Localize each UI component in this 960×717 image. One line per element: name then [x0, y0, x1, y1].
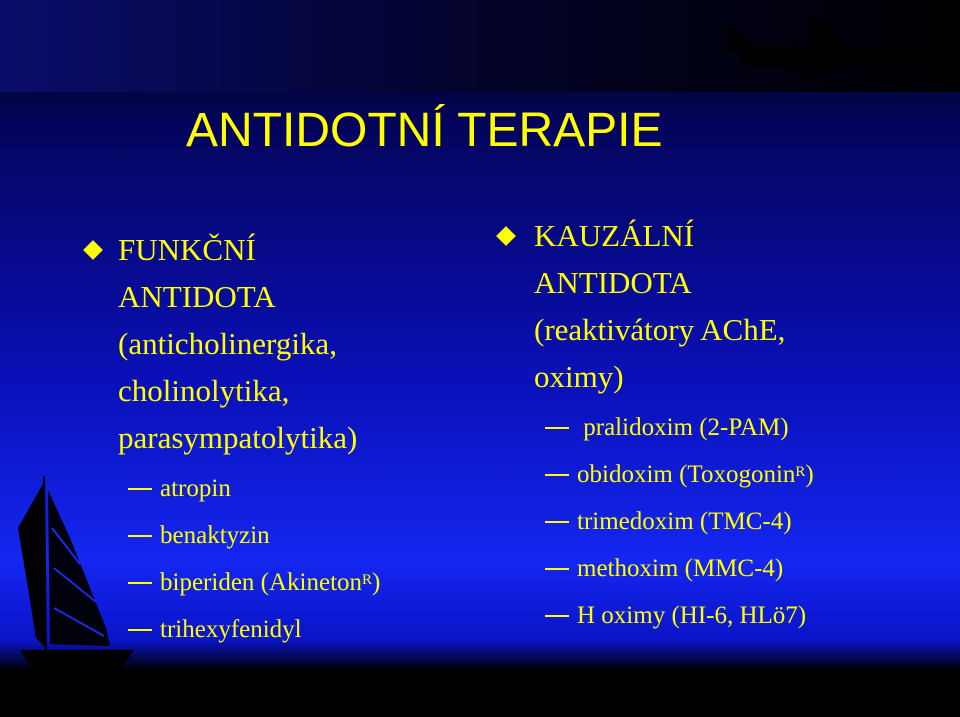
left-item-list — [82, 465, 472, 653]
list-item: pralidoxim (2-PAM) — [495, 404, 945, 451]
right-item-list — [495, 404, 945, 639]
list-item: biperiden (Akineton$^R$) — [82, 559, 472, 606]
list-item: benaktyzin — [82, 512, 472, 559]
list-item: obidoxim (Toxogonin$^R$) — [495, 451, 945, 498]
diamond-bullet-icon — [83, 240, 103, 260]
list-item: trihexyfenidyl — [82, 606, 472, 653]
list-item: atropin — [82, 465, 472, 512]
dash-bullet-icon — [545, 521, 569, 523]
right-heading-line-2: ANTIDOTA — [534, 265, 692, 300]
dash-bullet-icon — [545, 615, 569, 617]
slide-title: ANTIDOTNÍ TERAPIE — [186, 104, 663, 157]
left-subheading-line-3: parasympatolytika) — [118, 420, 358, 455]
bottom-band — [0, 672, 960, 717]
diamond-bullet-icon — [496, 226, 516, 246]
right-heading-line-1: KAUZÁLNÍ — [495, 212, 945, 259]
airplane-icon — [718, 16, 950, 78]
dash-bullet-icon — [545, 474, 569, 476]
sailboat-icon — [10, 468, 140, 688]
left-subheading-line-1: (anticholinergika, — [118, 326, 337, 361]
dash-bullet-icon — [545, 427, 569, 429]
left-subheading-line-2: cholinolytika, — [118, 373, 290, 408]
registered-mark: R — [362, 572, 373, 588]
causal-antidotes-column — [495, 212, 945, 639]
left-heading-line-1: FUNKČNÍ — [82, 226, 472, 273]
functional-antidotes-column — [82, 226, 472, 653]
list-item: methoxim (MMC-4) — [495, 545, 945, 592]
dash-bullet-icon — [545, 568, 569, 570]
left-heading-line-2: ANTIDOTA — [118, 279, 276, 314]
right-subheading-line-1: (reaktivátory AChE, — [534, 312, 786, 347]
list-item: H oximy (HI-6, HLö7) — [495, 592, 945, 639]
right-subheading-line-2: oximy) — [534, 359, 624, 394]
list-item: trimedoxim (TMC-4) — [495, 498, 945, 545]
registered-mark: R — [795, 464, 806, 480]
